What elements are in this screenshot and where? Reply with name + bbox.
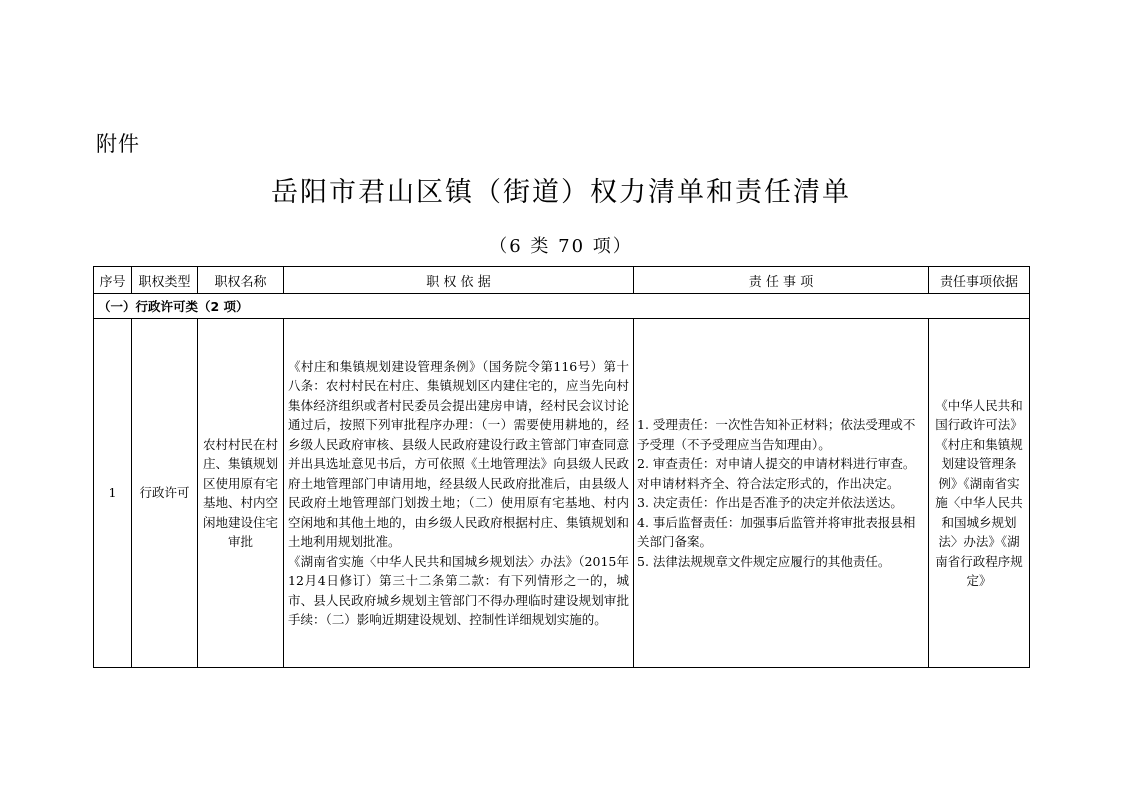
responsibility-item: 3. 决定责任：作出是否准予的决定并依法送达。 <box>637 495 903 510</box>
col-header-type: 职权类型 <box>132 267 198 294</box>
basis-paragraph: 《湖南省实施〈中华人民共和国城乡规划法〉办法》（2015年12月4日修订）第三十二条第二款：有下列情形之一的，城市、县人民政府城乡规划主管部门不得办理临时建设规划审批手续：（二）影响近期建设规划、控制性详细规划实施的。 <box>288 553 629 627</box>
col-header-index: 序号 <box>94 267 132 294</box>
table-header-row <box>94 267 1030 294</box>
row-responsibilities <box>634 319 929 668</box>
document-title: 岳阳市君山区镇（街道）权力清单和责任清单 <box>271 177 851 208</box>
power-responsibility-table <box>93 266 1030 668</box>
col-header-basis: 职 权 依 据 <box>284 267 634 294</box>
row-basis <box>284 319 634 668</box>
col-header-responsibilities: 责 任 事 项 <box>634 267 929 294</box>
responsibility-item: 1. 受理责任：一次性告知补正材料；依法受理或不予受理（不予受理应当告知理由）。 <box>637 417 916 452</box>
responsibility-item: 4. 事后监督责任：加强事后监管并将审批表报县相关部门备案。 <box>637 514 916 549</box>
row-type: 行政许可 <box>132 319 198 668</box>
col-header-name: 职权名称 <box>198 267 284 294</box>
basis-paragraph: 《村庄和集镇规划建设管理条例》（国务院令第116号）第十八条：农村村民在村庄、集镇规划区内建住宅的，应当先向村集体经济组织或者村民委员会提出建房申请，经村民会议讨论通过后，按照下列审批程序办理：（一）需要使用耕地的，经乡级人民政府审核、县级人民政府建设行政主管部门审查同意并出具选址意见书后，方可依照《土地管理法》向县级人民政府土地管理部门申请用地，经县级人民政府批准后，由县级人民政府土地管理部门划拨土地；（二）使用原有宅基地、村内空闲地和其他土地的，由乡级人民政府根据村庄、集镇规划和土地利用规划批准。 <box>288 358 629 549</box>
row-name: 农村村民在村庄、集镇规划区使用原有宅基地、村内空闲地建设住宅审批 <box>198 319 284 668</box>
responsibility-item: 5. 法律法规规章文件规定应履行的其他责任。 <box>637 553 891 569</box>
document-subtitle: （6 类 70 项） <box>489 236 633 257</box>
attachment-label: 附件 <box>96 132 140 156</box>
col-header-responsibility-basis: 责任事项依据 <box>929 267 1030 294</box>
section-row <box>94 294 1030 319</box>
row-responsibility-basis: 《中华人民共和国行政许可法》《村庄和集镇规划建设管理条例》《湖南省实施〈中华人民共和国城乡规划法〉办法》《湖南省行政程序规定》 <box>929 319 1030 668</box>
table-row <box>94 319 1030 668</box>
responsibility-item: 2. 审查责任：对申请人提交的申请材料进行审查。对申请材料齐全、符合法定形式的，作出决定。 <box>637 456 916 491</box>
row-index: 1 <box>94 319 132 668</box>
section-label: （一）行政许可类（2 项） <box>94 294 1030 319</box>
